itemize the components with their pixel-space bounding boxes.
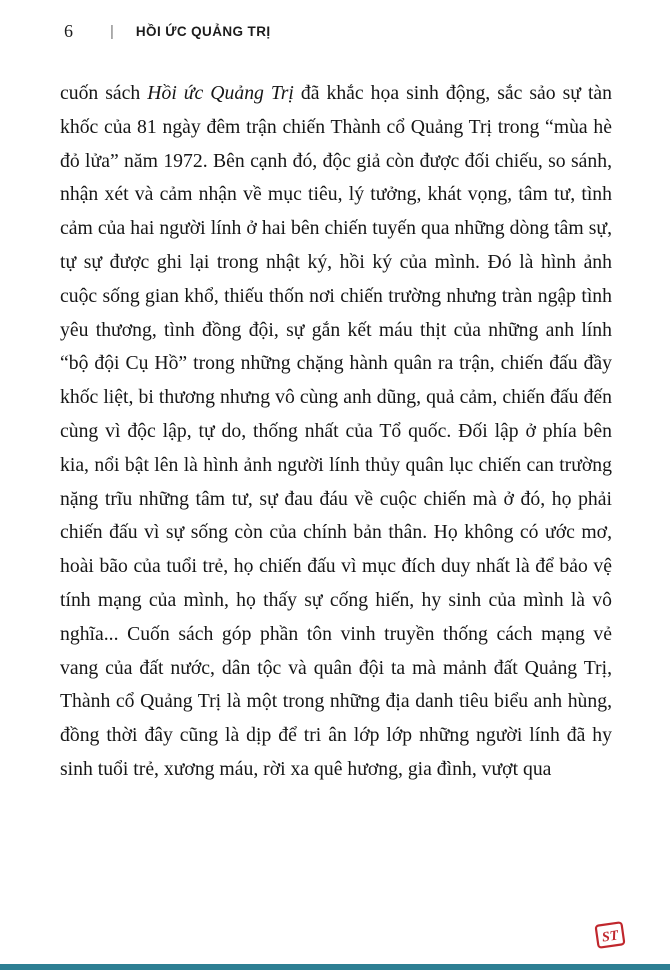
publisher-stamp-icon bbox=[592, 919, 628, 951]
header-separator: | bbox=[110, 22, 114, 40]
page-number: 6 bbox=[64, 20, 73, 41]
running-title: HỒI ỨC QUẢNG TRỊ bbox=[135, 23, 271, 39]
body-text-after-title: đã khắc họa sinh động, sắc sảo sự tàn khốc của 81 ngày đêm trận chiến Thành cổ Quảng Trị trong “mùa hè đỏ lửa” năm 1972. Bên cạnh đó, độc giả còn được đối chiếu, so sánh, nhận xét và cảm nhận về mục tiêu, lý tưởng, khát vọng, tâm tư, tình cảm của hai người lính ở hai bên chiến tuyến qua những dòng tâm sự, tự sự được ghi lại trong nhật ký, hồi ký của mình. Đó là hình ảnh cuộc sống gian khổ, thiếu thốn nơi chiến trường nhưng tràn ngập tình yêu thương, tình đồng đội, sự gắn kết máu thịt của những anh lính “bộ đội Cụ Hồ” trong những chặng hành quân ra trận, chiến đấu đầy khốc liệt, bi thương nhưng vô cùng anh dũng, quả cảm, chiến đấu đến cùng vì độc lập, tự do, thống nhất của Tổ quốc. Đối lập ở phía bên kia, nổi bật lên là hình ảnh người lính thủy quân lục chiến can trường nặng trĩu những tâm tư, sự đau đáu về cuộc chiến mà ở đó, họ phải chiến đấu vì sự sống còn của chính bản thân. Họ không có ước mơ, hoài bão của tuổi trẻ, họ chiến đấu vì mục đích duy nhất là để bảo vệ tính mạng của mình, họ thấy sự cống hiến, hy sinh của mình là vô nghĩa... Cuốn sách góp phần tôn vinh truyền thống cách mạng vẻ vang của đất nước, dân tộc và quân đội ta mà mảnh đất Quảng Trị, Thành cổ Quảng Trị là một trong những địa danh tiêu biểu anh hùng, đồng thời đây cũng là dịp để tri ân lớp lớp những người lính đã hy sinh tuổi trẻ, xương máu, rời xa quê hương, gia đình, vượt qua bbox=[60, 82, 612, 780]
book-title-italic: Hồi ức Quảng Trị bbox=[147, 82, 294, 104]
body-paragraph bbox=[60, 77, 612, 787]
bottom-accent-rule bbox=[0, 964, 670, 970]
body-text-before-title: cuốn sách bbox=[60, 82, 148, 104]
svg-text:ST: ST bbox=[601, 928, 620, 946]
page-header bbox=[64, 20, 271, 42]
